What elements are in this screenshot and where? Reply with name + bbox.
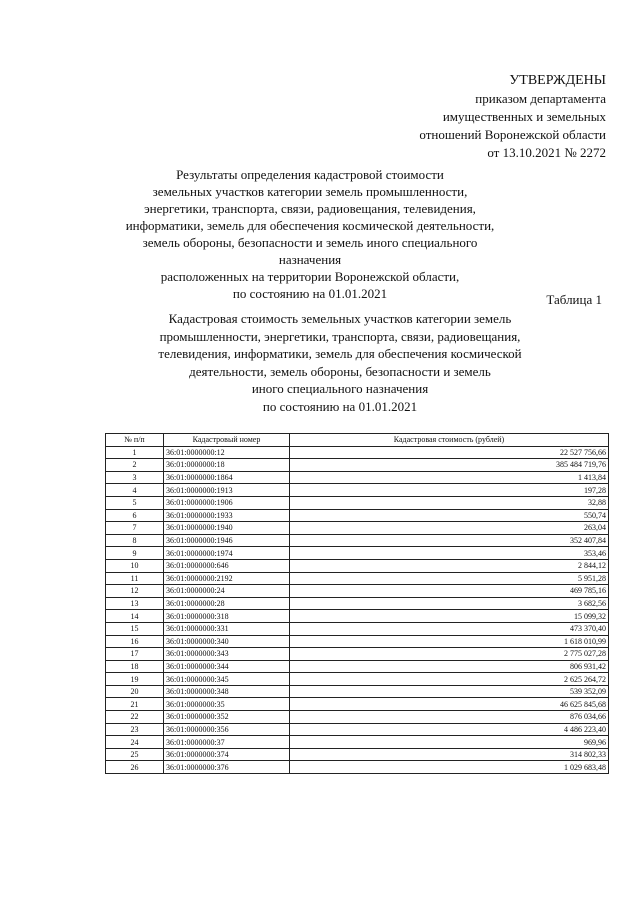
cadastral-value-cell: 3 682,56 [290,597,609,610]
row-number-cell: 14 [106,610,164,623]
table-row [106,484,609,497]
cadastral-value-table [105,433,609,774]
row-number-cell: 16 [106,635,164,648]
approval-line: отношений Воронежской области [419,127,606,142]
row-number-cell: 2 [106,459,164,472]
subtitle-line: по состоянию на 01.01.2021 [262,398,418,414]
cadastral-value-cell: 32,88 [290,496,609,509]
table-row [106,572,609,585]
subtitle-line: деятельности, земель обороны, безопасности и земель [189,363,491,379]
cadastral-value-cell: 2 844,12 [290,559,609,572]
row-number-cell: 23 [106,723,164,736]
cadastral-number-cell: 36:01:0000000:356 [164,723,290,736]
approval-line: от 13.10.2021 № 2272 [487,145,606,160]
approval-line: имущественных и земельных [442,109,606,124]
title-line: Результаты определения кадастровой стоимости [176,167,444,182]
cadastral-value-cell: 22 527 756,66 [290,446,609,459]
cadastral-number-cell: 36:01:0000000:348 [164,685,290,698]
cadastral-value-cell: 197,28 [290,484,609,497]
row-number-cell: 3 [106,471,164,484]
table-row [106,522,609,535]
cadastral-value-cell: 806 931,42 [290,660,609,673]
title-line: расположенных на территории Воронежской области, [160,269,460,284]
cadastral-number-cell: 36:01:0000000:344 [164,660,290,673]
table-row [106,698,609,711]
title-line: энергетики, транспорта, связи, радиовещания, телевидения, [144,201,476,216]
cadastral-value-cell: 352 407,84 [290,534,609,547]
subtitle-line: промышленности, энергетики, транспорта, связи, радиовещания, [159,328,521,344]
table-subtitle [130,310,550,415]
table-row [106,660,609,673]
row-number-cell: 25 [106,748,164,761]
row-number-cell: 8 [106,534,164,547]
cadastral-number-cell: 36:01:0000000:1974 [164,547,290,560]
cadastral-number-cell: 36:01:0000000:1933 [164,509,290,522]
cadastral-number-cell: 36:01:0000000:374 [164,748,290,761]
header-number: № п/п [106,434,164,447]
table-row [106,685,609,698]
table-row [106,459,609,472]
row-number-cell: 10 [106,559,164,572]
header-cadastral-number: Кадастровый номер [164,434,290,447]
table-row [106,610,609,623]
table-row [106,711,609,724]
cadastral-number-cell: 36:01:0000000:12 [164,446,290,459]
table-row [106,534,609,547]
subtitle-line: иного специального назначения [251,381,429,396]
row-number-cell: 7 [106,522,164,535]
row-number-cell: 6 [106,509,164,522]
row-number-cell: 19 [106,673,164,686]
table-row [106,585,609,598]
row-number-cell: 4 [106,484,164,497]
title-line: земельных участков категории земель промышленности, [152,184,468,199]
subtitle-line: Кадастровая стоимость земельных участков категории земель [168,311,512,326]
table-row [106,471,609,484]
cadastral-number-cell: 36:01:0000000:1864 [164,471,290,484]
cadastral-value-cell: 5 951,28 [290,572,609,585]
cadastral-number-cell: 36:01:0000000:646 [164,559,290,572]
cadastral-value-cell: 473 370,40 [290,622,609,635]
cadastral-value-cell: 15 099,32 [290,610,609,623]
row-number-cell: 17 [106,648,164,661]
table-row [106,597,609,610]
table-row [106,547,609,560]
table-row [106,723,609,736]
table-body [106,446,609,773]
row-number-cell: 12 [106,585,164,598]
title-line: земель обороны, безопасности и земель иного специального назначения [142,235,478,267]
cadastral-value-cell: 550,74 [290,509,609,522]
cadastral-value-cell: 539 352,09 [290,685,609,698]
cadastral-value-cell: 876 034,66 [290,711,609,724]
approval-block [419,72,606,162]
row-number-cell: 1 [106,446,164,459]
cadastral-value-cell: 2 775 027,28 [290,648,609,661]
table-row [106,748,609,761]
cadastral-number-cell: 36:01:0000000:340 [164,635,290,648]
row-number-cell: 24 [106,736,164,749]
cadastral-value-cell: 969,96 [290,736,609,749]
cadastral-number-cell: 36:01:0000000:345 [164,673,290,686]
row-number-cell: 11 [106,572,164,585]
row-number-cell: 13 [106,597,164,610]
cadastral-value-cell: 263,04 [290,522,609,535]
row-number-cell: 18 [106,660,164,673]
cadastral-value-cell: 353,46 [290,547,609,560]
cadastral-value-cell: 1 029 683,48 [290,761,609,774]
header-cadastral-value: Кадастровая стоимость (рублей) [290,434,609,447]
cadastral-number-cell: 36:01:0000000:318 [164,610,290,623]
title-line: информатики, земель для обеспечения космической деятельности, [125,218,495,233]
cadastral-number-cell: 36:01:0000000:1913 [164,484,290,497]
cadastral-value-cell: 2 625 264,72 [290,673,609,686]
row-number-cell: 26 [106,761,164,774]
table-row [106,622,609,635]
cadastral-value-cell: 4 486 223,40 [290,723,609,736]
table-row [106,496,609,509]
row-number-cell: 5 [106,496,164,509]
cadastral-number-cell: 36:01:0000000:2192 [164,572,290,585]
approval-heading: УТВЕРЖДЕНЫ [509,73,606,88]
cadastral-number-cell: 36:01:0000000:1940 [164,522,290,535]
row-number-cell: 15 [106,622,164,635]
cadastral-value-cell: 314 802,33 [290,748,609,761]
cadastral-value-cell: 469 785,16 [290,585,609,598]
document-title [110,166,510,302]
table-row [106,648,609,661]
cadastral-number-cell: 36:01:0000000:28 [164,597,290,610]
cadastral-number-cell: 36:01:0000000:37 [164,736,290,749]
table-label: Таблица 1 [546,292,602,307]
approval-line: приказом департамента [475,91,606,106]
cadastral-number-cell: 36:01:0000000:1946 [164,534,290,547]
table-header-row [106,434,609,447]
row-number-cell: 21 [106,698,164,711]
table-row [106,635,609,648]
cadastral-number-cell: 36:01:0000000:352 [164,711,290,724]
cadastral-value-cell: 46 625 845,68 [290,698,609,711]
table-row [106,446,609,459]
title-line: по состоянию на 01.01.2021 [232,286,388,301]
cadastral-value-cell: 1 618 010,99 [290,635,609,648]
table-row [106,559,609,572]
row-number-cell: 22 [106,711,164,724]
cadastral-value-cell: 1 413,84 [290,471,609,484]
cadastral-number-cell: 36:01:0000000:35 [164,698,290,711]
subtitle-line: телевидения, информатики, земель для обеспечения космической [158,346,522,361]
row-number-cell: 20 [106,685,164,698]
table-row [106,761,609,774]
cadastral-number-cell: 36:01:0000000:18 [164,459,290,472]
cadastral-value-cell: 385 484 719,76 [290,459,609,472]
cadastral-number-cell: 36:01:0000000:331 [164,622,290,635]
cadastral-number-cell: 36:01:0000000:343 [164,648,290,661]
cadastral-number-cell: 36:01:0000000:1906 [164,496,290,509]
table-row [106,736,609,749]
cadastral-number-cell: 36:01:0000000:376 [164,761,290,774]
table-row [106,673,609,686]
cadastral-number-cell: 36:01:0000000:24 [164,585,290,598]
table-row [106,509,609,522]
row-number-cell: 9 [106,547,164,560]
